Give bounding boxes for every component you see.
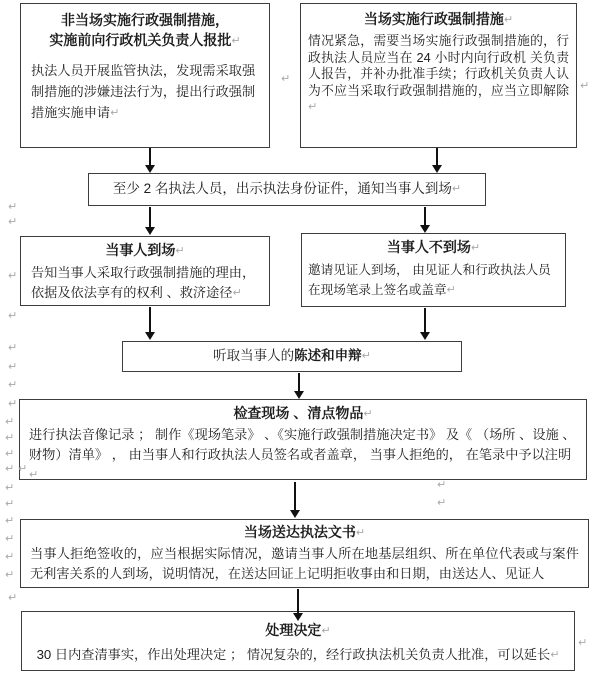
- paragraph-mark: ↵: [451, 183, 462, 195]
- paragraph-mark: ↵: [437, 497, 447, 509]
- box-inspect-scene-body: 进行执法音像记录 ； 制作《现场笔录》 、《实施行政强制措施决定书》 及《 （场所 、设施 、财物）清单》 ， 由当事人和行政执法人员签名或者盖章， 当事人拒绝的， 在笔录中予以注明↵: [29, 427, 576, 480]
- paragraph-mark: ↵: [5, 432, 15, 444]
- paragraph-mark: ↵: [8, 379, 18, 391]
- paragraph-mark: ↵: [110, 107, 120, 119]
- box-pre-approval-title-line2: 实施前向行政机关负责人报批↵: [49, 32, 241, 48]
- paragraph-mark: ↵: [8, 342, 18, 354]
- box-decision-body: 30 日内查清事实，作出处理决定 ； 情况复杂的，经行政执法机关负责人批准，可以延长↵: [36, 647, 560, 662]
- box-on-site-title: 当场实施行政强制措施↵: [363, 11, 514, 27]
- paragraph-mark: ↵: [5, 533, 15, 545]
- flow-arrow-notify-to-absent: [424, 207, 426, 226]
- paragraph-mark: ↵: [5, 463, 15, 475]
- flow-arrow-present-to-listen: [149, 307, 151, 333]
- paragraph-mark: ↵: [470, 242, 481, 254]
- paragraph-mark: ↵: [8, 398, 18, 410]
- box-on-site: [300, 3, 577, 148]
- paragraph-mark: ↵: [231, 35, 241, 47]
- flow-arrow-pre-to-notify: [149, 148, 151, 166]
- paragraph-mark: ↵: [8, 310, 18, 322]
- box-decision-title: 处理决定↵: [265, 622, 331, 638]
- box-party-absent-body: 邀请见证人到场， 由见证人和行政执法人员在现场笔录上签名或盖章↵: [308, 263, 551, 297]
- paragraph-mark: ↵: [5, 416, 15, 428]
- paragraph-mark: ↵: [361, 350, 371, 362]
- box-party-absent: [301, 233, 566, 307]
- paragraph-mark: ↵: [578, 637, 588, 649]
- box-pre-approval-body: 执法人员开展监管执法，发现需采取强制措施的涉嫌违法行为，提出行政强制措施实施申请↵: [31, 63, 256, 120]
- paragraph-mark: ↵: [29, 469, 39, 480]
- box-deliver-documents-body: 当事人拒绝签收的，应当根据实际情况，邀请当事人所在地基层组织、所在单位代表或与案件无利害关系的人到场，说明情况，在送达回证上记明拒收事由和日期，由送达人、见证人: [30, 546, 579, 581]
- box-inspect-scene-title: 检查现场 、清点物品↵: [233, 405, 373, 421]
- paragraph-mark: ↵: [363, 408, 373, 420]
- paragraph-mark: ↵: [5, 448, 15, 460]
- paragraph-mark: ↵: [321, 625, 331, 637]
- box-deliver-documents: [20, 519, 589, 588]
- paragraph-mark: ↵: [8, 592, 18, 604]
- box-listen-statement-text: 听取当事人的陈述和申辩↵: [213, 348, 371, 363]
- box-notify-party: [88, 173, 486, 206]
- paragraph-mark: ↵: [503, 14, 514, 26]
- flow-arrow-inspect-to-deliver: [294, 482, 296, 511]
- box-pre-approval-title-line1: 非当场实施行政强制措施，: [61, 12, 229, 28]
- paragraph-mark: ↵: [580, 80, 590, 92]
- flow-arrow-deliver-to-decision: [297, 589, 299, 614]
- paragraph-mark: ↵: [175, 245, 185, 257]
- box-party-absent-title: 当事人不到场↵: [386, 239, 481, 255]
- box-notify-party-text: 至少 2 名执法人员，出示执法身份证件，通知当事人到场↵: [112, 181, 462, 196]
- paragraph-mark: ↵: [550, 649, 560, 661]
- box-pre-approval: [20, 3, 270, 148]
- box-party-present-body: 告知当事人采取行政强制措施的理由，依据及依法享有的权利 、救济途径↵: [31, 265, 256, 300]
- paragraph-mark: ↵: [8, 201, 18, 213]
- flow-arrow-notify-to-present: [149, 207, 151, 228]
- box-listen-statement: [122, 341, 462, 372]
- paragraph-mark: ↵: [355, 527, 366, 539]
- flow-arrow-absent-to-listen: [424, 308, 426, 333]
- paragraph-mark: ↵: [18, 463, 28, 475]
- box-on-site-body: 情况紧急，需要当场实施行政强制措施的，行政执法人员应当在 24 小时内向行政机 关负责人报告，并补办批准手续；行政机关负责人认为不应当采取行政强制措施的，应当立即解除↵: [308, 33, 569, 113]
- paragraph-mark: ↵: [232, 287, 242, 299]
- paragraph-mark: ↵: [8, 361, 18, 373]
- paragraph-mark: ↵: [5, 498, 15, 510]
- paragraph-mark: ↵: [5, 569, 15, 581]
- paragraph-mark: ↵: [437, 479, 447, 491]
- paragraph-mark: ↵: [281, 73, 291, 85]
- box-party-present: [20, 236, 270, 306]
- paragraph-mark: ↵: [5, 515, 15, 527]
- box-party-present-title: 当事人到场↵: [105, 242, 185, 258]
- box-inspect-scene: [19, 399, 587, 480]
- paragraph-mark: ↵: [5, 482, 15, 494]
- paragraph-mark: ↵: [8, 216, 18, 228]
- flow-arrow-listen-to-inspect: [298, 373, 300, 392]
- paragraph-mark: ↵: [8, 270, 18, 282]
- box-deliver-documents-title: 当场送达执法文书↵: [243, 524, 366, 540]
- paragraph-mark: ↵: [308, 101, 318, 113]
- paragraph-mark: ↵: [5, 551, 15, 563]
- flow-arrow-onsite-to-notify: [436, 148, 438, 166]
- paragraph-mark: ↵: [446, 284, 456, 296]
